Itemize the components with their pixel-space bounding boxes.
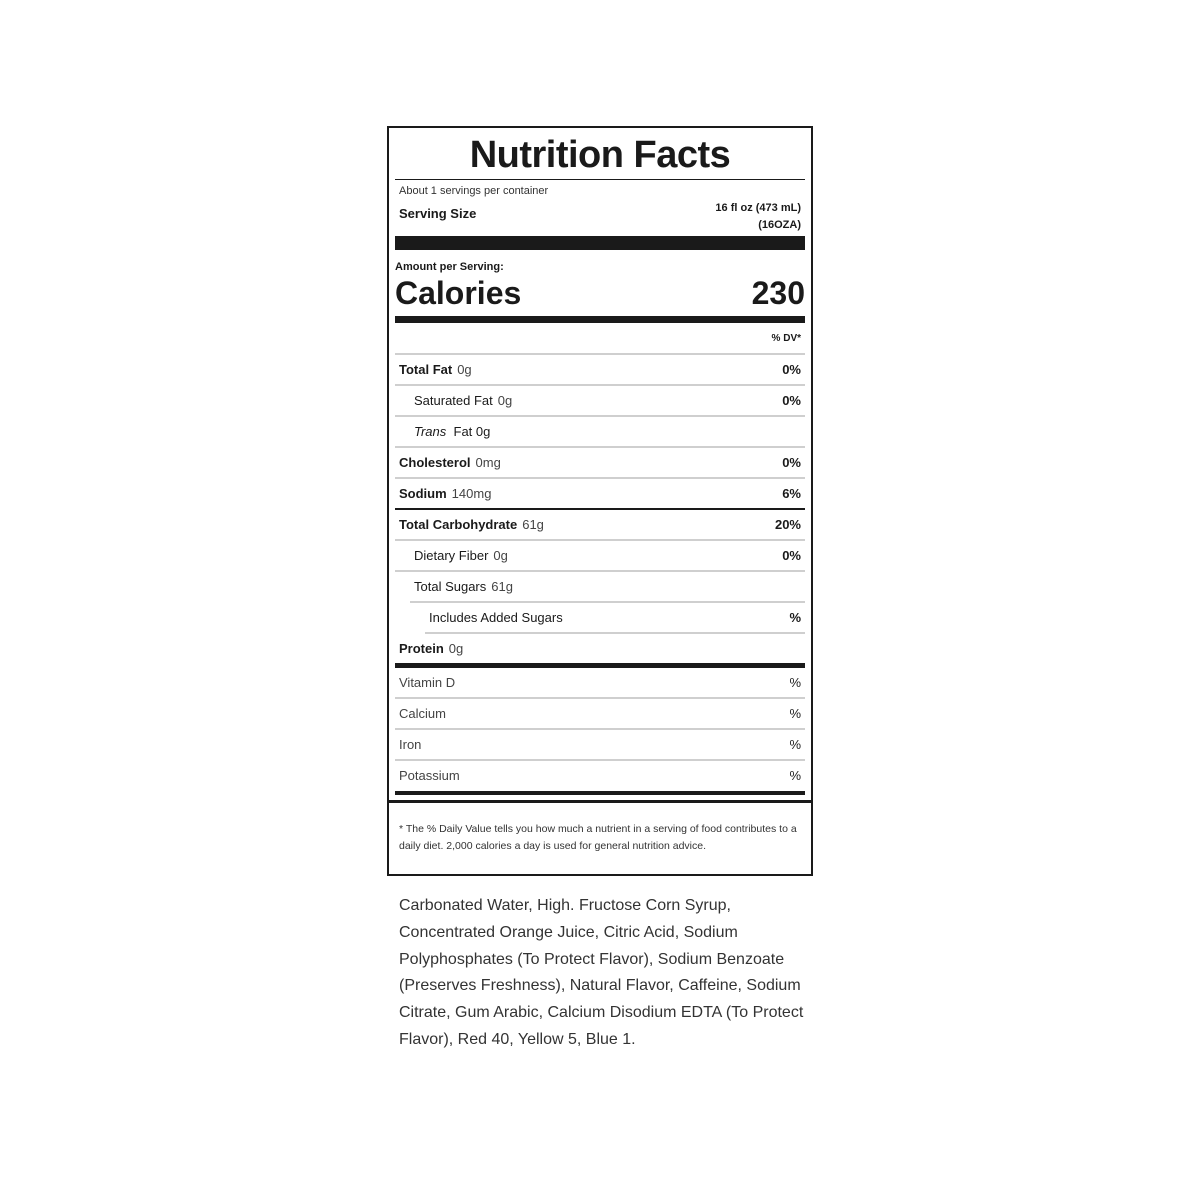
nutrient-amount: 61g <box>522 517 544 532</box>
nutrient-dv: 20% <box>774 517 801 532</box>
nutrient-amount: 0g <box>493 548 508 563</box>
vitamin-row-calcium <box>395 699 805 730</box>
nutrient-amount: 0g <box>448 641 464 656</box>
vitamin-name: Potassium <box>399 768 460 783</box>
nutrient-name: Fat <box>453 424 473 439</box>
daily-value-footnote: * The % Daily Value tells you how much a nutrient in a serving of food contributes to a daily diet. 2,000 calories a day is used for general nutrition advice. <box>399 823 797 852</box>
nutrient-dv: 6% <box>782 486 801 501</box>
nutrient-row-protein <box>395 634 805 663</box>
dv-header-row <box>395 323 805 355</box>
nutrient-amount: 0mg <box>475 455 501 470</box>
thick-divider <box>395 236 805 250</box>
nutrient-row-cholesterol <box>395 448 805 479</box>
serving-size-row <box>395 198 805 232</box>
nutrient-amount: 140mg <box>451 486 492 501</box>
nutrient-amount: 0g <box>457 362 472 377</box>
nutrient-row-total-carbohydrate <box>395 510 805 541</box>
nutrient-name: Includes Added Sugars <box>429 610 563 625</box>
label-title: Nutrition Facts <box>469 134 731 176</box>
serving-size-volume: 16 fl oz (473 mL) <box>715 202 801 214</box>
nutrient-row-added-sugars <box>425 603 805 634</box>
nutrient-dv: 0% <box>782 455 801 470</box>
nutrient-dv: % <box>789 610 801 625</box>
vitamin-name: Iron <box>399 737 422 752</box>
vitamin-dv: % <box>789 737 801 752</box>
dv-header: % DV* <box>771 333 801 344</box>
nutrient-row-dietary-fiber <box>395 541 805 572</box>
calories-divider <box>395 316 805 323</box>
vitamin-name: Vitamin D <box>399 675 456 690</box>
vitamin-dv: % <box>789 768 801 783</box>
nutrient-name: Cholesterol <box>399 455 471 470</box>
nutrient-name: Saturated Fat <box>414 393 493 408</box>
calories-value: 230 <box>751 275 805 311</box>
serving-size-value <box>715 200 801 234</box>
nutrient-name: Total Sugars <box>414 579 487 594</box>
label-content <box>395 128 805 795</box>
serving-size-code: (16OZA) <box>758 219 801 231</box>
nutrient-row-total-sugars <box>410 572 805 603</box>
nutrient-amount: 0g <box>475 424 491 439</box>
calories-label: Calories <box>395 275 522 311</box>
nutrient-amount: 0g <box>497 393 513 408</box>
vitamin-row-iron <box>395 730 805 761</box>
nutrient-name: Sodium <box>399 486 447 501</box>
nutrient-name-italic: Trans <box>414 424 447 439</box>
nutrient-dv: 0% <box>782 548 801 563</box>
bottom-divider <box>395 791 805 795</box>
nutrient-amount: 61g <box>491 579 513 594</box>
amount-per-serving: Amount per Serving: <box>395 261 504 273</box>
nutrient-name: Total Fat <box>399 362 453 377</box>
nutrient-row-total-fat <box>395 355 805 386</box>
nutrient-row-trans-fat <box>395 417 805 448</box>
vitamin-row-vitamin-d <box>395 668 805 699</box>
nutrient-name: Total Carbohydrate <box>399 517 518 532</box>
nutrient-row-sodium <box>395 479 805 510</box>
vitamin-name: Calcium <box>399 706 446 721</box>
nutrient-row-saturated-fat <box>395 386 805 417</box>
serving-size-label: Serving Size <box>399 206 477 221</box>
vitamin-dv: % <box>789 706 801 721</box>
footnote-box <box>389 800 811 874</box>
vitamin-dv: % <box>789 675 801 690</box>
ingredients-list: Carbonated Water, High. Fructose Corn Syrup, Concentrated Orange Juice, Citric Acid, Sodium Polyphosphates (To Protect Flavor), Sodium Benzoate (Preserves Freshness), Natural Flavor, Caffeine, Sodium Citrate, Gum Arabic, Calcium Disodium EDTA (To Protect Flavor), Red 40, Yellow 5, Blue 1. <box>399 897 804 1048</box>
servings-per-container: About 1 servings per container <box>399 185 549 197</box>
nutrient-name: Dietary Fiber <box>414 548 489 563</box>
vitamin-row-potassium <box>395 761 805 790</box>
calories-row <box>395 274 805 314</box>
nutrient-dv: 0% <box>782 362 801 377</box>
nutrient-dv: 0% <box>782 393 801 408</box>
nutrition-facts-label <box>387 126 813 876</box>
nutrient-name: Protein <box>399 641 444 656</box>
